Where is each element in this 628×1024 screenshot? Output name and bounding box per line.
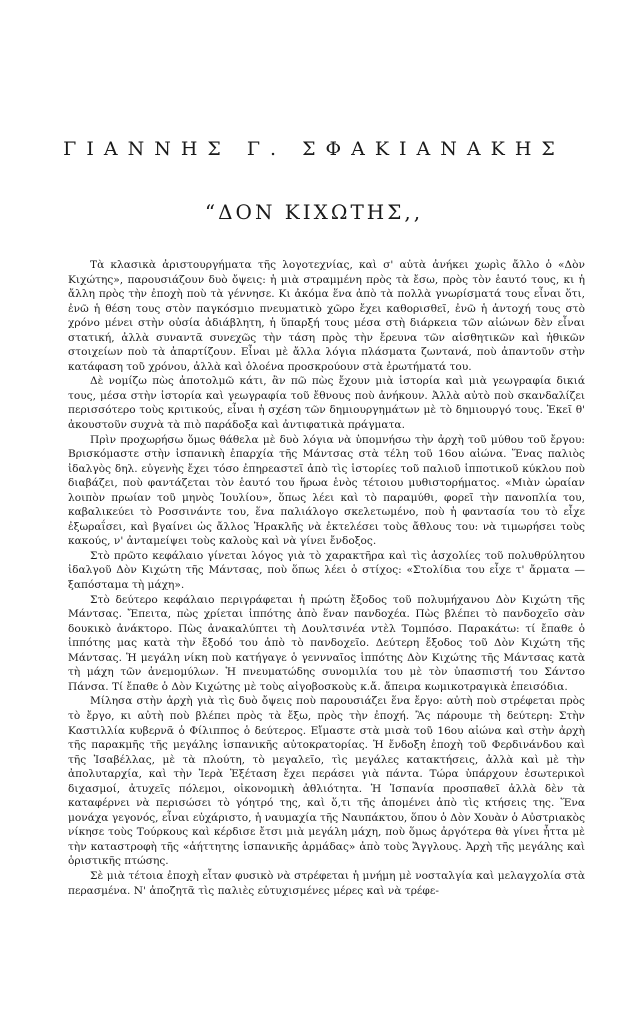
article-body — [68, 258, 585, 898]
article-title: “ΔΟΝ ΚΙΧΩΤΗΣ,, — [204, 200, 424, 224]
body-paragraph: Μίλησα στὴν ἀρχὴ γιὰ τὶς δυὸ ὄψεις ποὺ παρουσιάζει ἕνα ἔργο: αὐτὴ ποὺ στρέφεται πρὸς τὸ ἔργο, κι αὐτὴ ποὺ βλέπει πρὸς τὰ ἔξω, πρὸς τὴν ἐποχή. Ἂς πάρουμε τὴ δεύτερη: Στὴν Καστιλλία κυβερνᾶ ὁ Φίλιππος ὁ δεύτερος. Εἴμαστε στὰ μισὰ τοῦ 16ου αἰώνα καὶ στὴν ἀρχὴ τῆς παρακμῆς τῆς μεγάλης ἱσπανικῆς αὐτοκρατορίας. Ἡ ἔνδοξη ἐποχὴ τοῦ Φερδινάνδου καὶ τῆς Ἰσαβέλλας, μὲ τὰ πλούτη, τὸ μεγαλεῖο, τὶς μεγάλες κατακτήσεις, ἀλλὰ καὶ μὲ τὴν ἀπολυταρχία, καὶ τὴν Ἱερὰ Ἐξέταση ἔχει περάσει γιὰ πάντα. Τώρα ὑπάρχουν ἐσωτερικοὶ διχασμοί, ἀτυχεῖς πόλεμοι, οἰκονομικὴ ἀθλιότητα. Ἡ Ἱσπανία προσπαθεῖ ἀλλὰ δὲν τὰ καταφέρνει νὰ περισώσει τὸ γόητρό της, καὶ ὅ,τι τῆς ἀπομένει ἀπὸ τὶς κτήσεις της. Ἕνα μονάχα γεγονός, εἶναι εὐχάριστο, ἡ ναυμαχία τῆς Ναυπάκτου, ὅπου ὁ Δὸν Χουὰν ὁ Αὐστριακὸς νίκησε τοὺς Τούρκους καὶ κέρδισε ἔτσι μιὰ μεγάλη μάχη, ποὺ ὅμως ἀργότερα θὰ γίνει ἧττα μὲ τὴν καταστροφὴ τῆς «ἀήττητης ἱσπανικῆς ἀρμάδας» ἀπὸ τοὺς Ἄγγλους. Ἀρχὴ τῆς μεγάλης καὶ ὁριστικῆς πτώσης. — [68, 695, 585, 868]
body-paragraph: Στὸ δεύτερο κεφάλαιο περιγράφεται ἡ πρώτη ἔξοδος τοῦ πολυμήχανου Δὸν Κιχώτη τῆς Μάντσας. Ἔπειτα, πὼς χρίεται ἱππότης ἀπὸ ἕναν πανδοχέα. Πὼς βλέπει τὸ πανδοχεῖο σὰν δουκικὸ ἀνάκτορο. Πὼς ἀνακαλύπτει τὴ Δουλτσινέα ντὲλ Τομπόσο. Παρακάτω: τί ἔπαθε ὁ ἱππότης μας κατὰ τὴν ἔξοδό του ἀπὸ τὸ πανδοχεῖο. Δεύτερη ἔξοδος τοῦ Δὸν Κιχώτη τῆς Μάντσας. Ἡ μεγάλη νίκη ποὺ κατήγαγε ὁ γεννναῖος ἱππότης Δὸν Κιχώτης τῆς Μάντσας κατὰ τὴ μάχη τῶν ἀνεμομύλων. Ἡ πνευματώδης συνομιλία του μὲ τὸν ὑπασπιστή του Σάντσο Πάνσα. Τί ἔπαθε ὁ Δὸν Κιχώτης μὲ τοὺς αἰγοβοσκοὺς κ.ἄ. ἄπειρα κωμικοτραγικὰ ἐπεισόδια. — [68, 593, 585, 693]
body-paragraph: Δὲ νομίζω πὼς ἀποτολμῶ κάτι, ἂν πῶ πὼς ἔχουν μιὰ ἱστορία καὶ μιὰ γεωγραφία δικιά τους, μέσα στὴν ἱστορία καὶ γεωγραφία τοῦ ἔθνους ποὺ ἀνήκουν. Ἀλλὰ αὐτὸ ποὺ σκανδαλίζει περισσότερο τοὺς κριτικούς, εἶναι ἡ σχέση τῶν δημιουργημάτων μὲ τὸ δημιουργό τους. Ἐκεῖ θ' ἀκουστοῦν συχνὰ τὰ πιὸ παράδοξα καὶ ἀντιφατικὰ πράγματα. — [68, 375, 585, 432]
body-paragraph: Πρὶν προχωρήσω ὅμως θάθελα μὲ δυὸ λόγια νὰ ὑπομνήσω τὴν ἀρχὴ τοῦ μύθου τοῦ ἔργου: Βρισκόμαστε στὴν ἱσπανικὴ ἐπαρχία τῆς Μάντσας στὰ τέλη τοῦ 16ου αἰώνα. Ἕνας παλιὸς ἰδαλγὸς δηλ. εὐγενὴς ἔχει τόσο ἐπηρεαστεῖ ἀπὸ τὶς ἱστορίες τοῦ παλιοῦ ἱπποτικοῦ κύκλου ποὺ διαβάζει, ποὺ φαντάζεται τὸν ἑαυτό του ἥρωα ἑνὸς τέτοιου μυθιστορήματος. «Μιὰν ὡραίαν λοιπὸν πρωίαν τοῦ μηνὸς Ἰουλίου», ὅπως λέει καὶ τὸ παραμύθι, φορεῖ τὴν πανοπλία του, καβαλικεύει τὸ Ροσσινάντε του, ἕνα παλιάλογο σκελετωμένο, ποὺ ἡ φαντασία του τὸ εἶχε ἐξωραΐσει, καὶ βγαίνει ὡς ἄλλος Ἡρακλῆς νὰ ἐκτελέσει τοὺς ἄθλους του: νὰ τιμωρήσει τοὺς κακούς, ν' ἀνταμείψει τοὺς καλοὺς καὶ νὰ γίνει ἔνδοξος. — [68, 433, 585, 548]
body-paragraph: Τὰ κλασικὰ ἀριστουργήματα τῆς λογοτεχνίας, καὶ σ' αὐτὰ ἀνήκει χωρὶς ἄλλο ὁ «Δὸν Κιχώτης», παρουσιάζουν δυὸ ὄψεις: ἡ μιὰ στραμμένη πρὸς τὰ ἔσω, πρὸς τὸν ἑαυτό τους, κι ἡ ἄλλη πρὸς τὴν ἐποχὴ ποὺ τὰ γέννησε. Κι ἀκόμα ἕνα ἀπὸ τὰ πολλὰ γνωρίσματά τους εἶναι ὅτι, ἐνῶ ἡ θέση τους στὸν παγκόσμιο πνευματικὸ χῶρο ἔχει καθορισθεῖ, ἐνῶ ἡ ἀντοχή τους στὸ χρόνο μένει στὴν οὐσία ἀδιάβλητη, ἡ ὕπαρξή τους μέσα στὴ διάρκεια τῶν αἰώνων δὲν εἶναι στατική, ἀλλὰ συναντᾶ συνεχῶς τὴν τάση πρὸς τὴν ἔρευνα τῶν αἰσθητικῶν καὶ ἠθικῶν στοιχείων ποὺ τὰ ἀπαρτίζουν. Εἶναι μὲ ἄλλα λόγια πλάσματα ζωντανά, ποὺ ἀπαντοῦν στὴν κατάφαση τοῦ χρόνου, ἀλλὰ καὶ ὁλοένα προσκρούουν στὰ ἐρωτήματά του. — [68, 259, 585, 373]
body-paragraph: Σὲ μιὰ τέτοια ἐποχὴ εἶταν φυσικὸ νὰ στρέφεται ἡ μνήμη μὲ νοσταλγία καὶ μελαγχολία στὰ περασμένα. Ν' ἀποζητᾶ τὶς παλιὲς εὐτυχισμένες μέρες καὶ νὰ τρέφε- — [68, 869, 585, 897]
body-paragraph: Στὸ πρῶτο κεφάλαιο γίνεται λόγος γιὰ τὸ χαρακτῆρα καὶ τὶς ἀσχολίες τοῦ πολυθρύλητου ἰδαλγοῦ Δὸν Κιχώτη τῆς Μάντσας, ποὺ ὅπως λέει ὁ στίχος: «Στολίδια του εἶχε τ' ἄρματα — ξαπόσταμα τὴ μάχη». — [68, 549, 585, 592]
author-name: ΓΙΑΝΝΗΣ Γ. ΣΦΑΚΙΑΝΑΚΗΣ — [63, 138, 565, 160]
